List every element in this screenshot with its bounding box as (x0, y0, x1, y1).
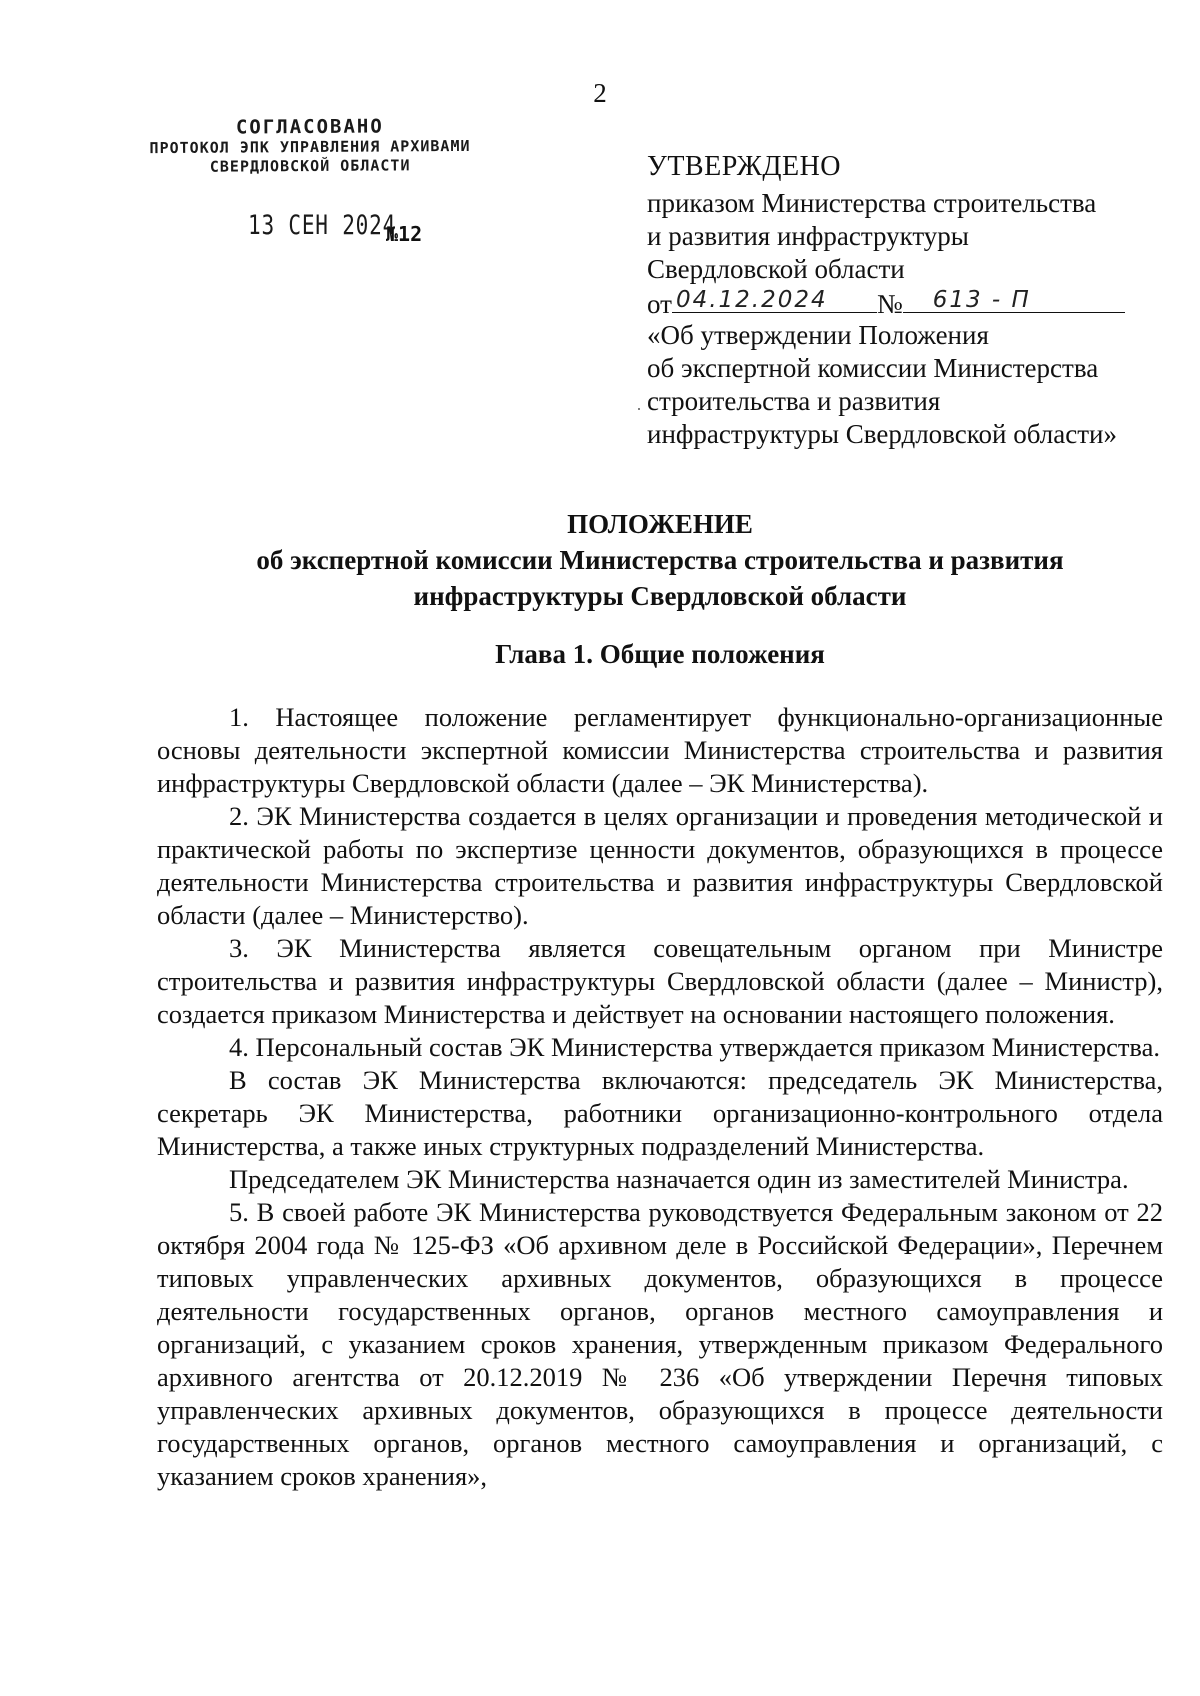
paragraph: 3. ЭК Министерства является совещательным органом при Министре строительства и развития инфраструктуры Свердловской области (далее – Министр), создается приказом Министерства и действует на основании настоящего положения. (157, 933, 1163, 1029)
approval-line: приказом Министерства строительства (647, 188, 1097, 218)
number-prefix: № (876, 289, 903, 319)
approval-line: и развития инфраструктуры (647, 221, 969, 251)
paragraph: 5. В своей работе ЭК Министерства руководствуется Федеральным законом от 22 октября 2004 года № 125-ФЗ «Об архивном деле в Российской Федерации», Перечнем типовых управленческих архивных документов, образующихся в процессе деятельности государственных органов, органов местного самоуправления и организаций, с указанием сроков хранения, утвержденным приказом Федерального архивного агентства от 20.12.2019 № 236 «Об утверждении Перечня типовых управленческих архивных документов, образующихся в процессе деятельности государственных органов, органов местного самоуправления и организаций, с указанием сроков хранения», (157, 1197, 1163, 1491)
document-subtitle-line-1: об экспертной комиссии Министерства строительства и развития (256, 545, 1064, 575)
document-title: ПОЛОЖЕНИЕ (567, 509, 753, 539)
date-underline (672, 286, 877, 313)
approval-block (647, 150, 1167, 451)
paragraph: Председателем ЭК Министерства назначается один из заместителей Министра. (229, 1164, 1129, 1194)
stamp-title: СОГЛАСОВАНО (235, 115, 384, 139)
paragraph: 2. ЭК Министерства создается в целях организации и проведения методической и практической работы по экспертизе ценности документов, образующихся в процессе деятельности Министерства строительства и развития инфраструктуры Свердловской области (далее – Министерство). (157, 801, 1163, 930)
approval-title: УТВЕРЖДЕНО (647, 151, 842, 182)
document-subtitle-line-2: инфраструктуры Свердловской области (413, 581, 907, 611)
scan-speck (638, 408, 640, 410)
approval-stamp (140, 115, 480, 177)
approval-subject-line: инфраструктуры Свердловской области» (647, 419, 1117, 449)
date-prefix: от (647, 289, 672, 319)
approval-subject-line: «Об утверждении Положения (647, 320, 989, 350)
approval-subject-line: строительства и развития (647, 386, 941, 416)
handwritten-date: 04.12.2024 (675, 287, 828, 313)
number-underline (903, 286, 1125, 313)
page-number: 2 (593, 78, 607, 108)
paragraph: 4. Персональный состав ЭК Министерства утверждается приказом Министерства. (229, 1032, 1160, 1062)
handwritten-number: 613 - П (932, 287, 1031, 313)
stamp-line-protocol: ПРОТОКОЛ ЭПК УПРАВЛЕНИЯ АРХИВАМИ (149, 136, 471, 158)
approval-line: Свердловской области (647, 254, 905, 284)
stamp-line-region: СВЕРДЛОВСКОЙ ОБЛАСТИ (209, 156, 411, 176)
stamp-number: №12 (386, 222, 423, 246)
paragraph: 1. Настоящее положение регламентирует функционально-организационные основы деятельности экспертной комиссии Министерства строительства и развития инфраструктуры Свердловской области (далее – ЭК Министерства). (157, 702, 1163, 798)
document-body (157, 701, 1163, 1493)
approval-subject-line: об экспертной комиссии Министерства (647, 353, 1099, 383)
chapter-heading: Глава 1. Общие положения (495, 639, 825, 669)
stamp-date: 13 СЕН 2024 (248, 210, 397, 241)
paragraph: В состав ЭК Министерства включаются: председатель ЭК Министерства, секретарь ЭК Министерства, работники организационно-контрольного отдела Министерства, а также иных структурных подразделений Министерства. (157, 1065, 1163, 1161)
order-date-number-row (647, 286, 1167, 319)
